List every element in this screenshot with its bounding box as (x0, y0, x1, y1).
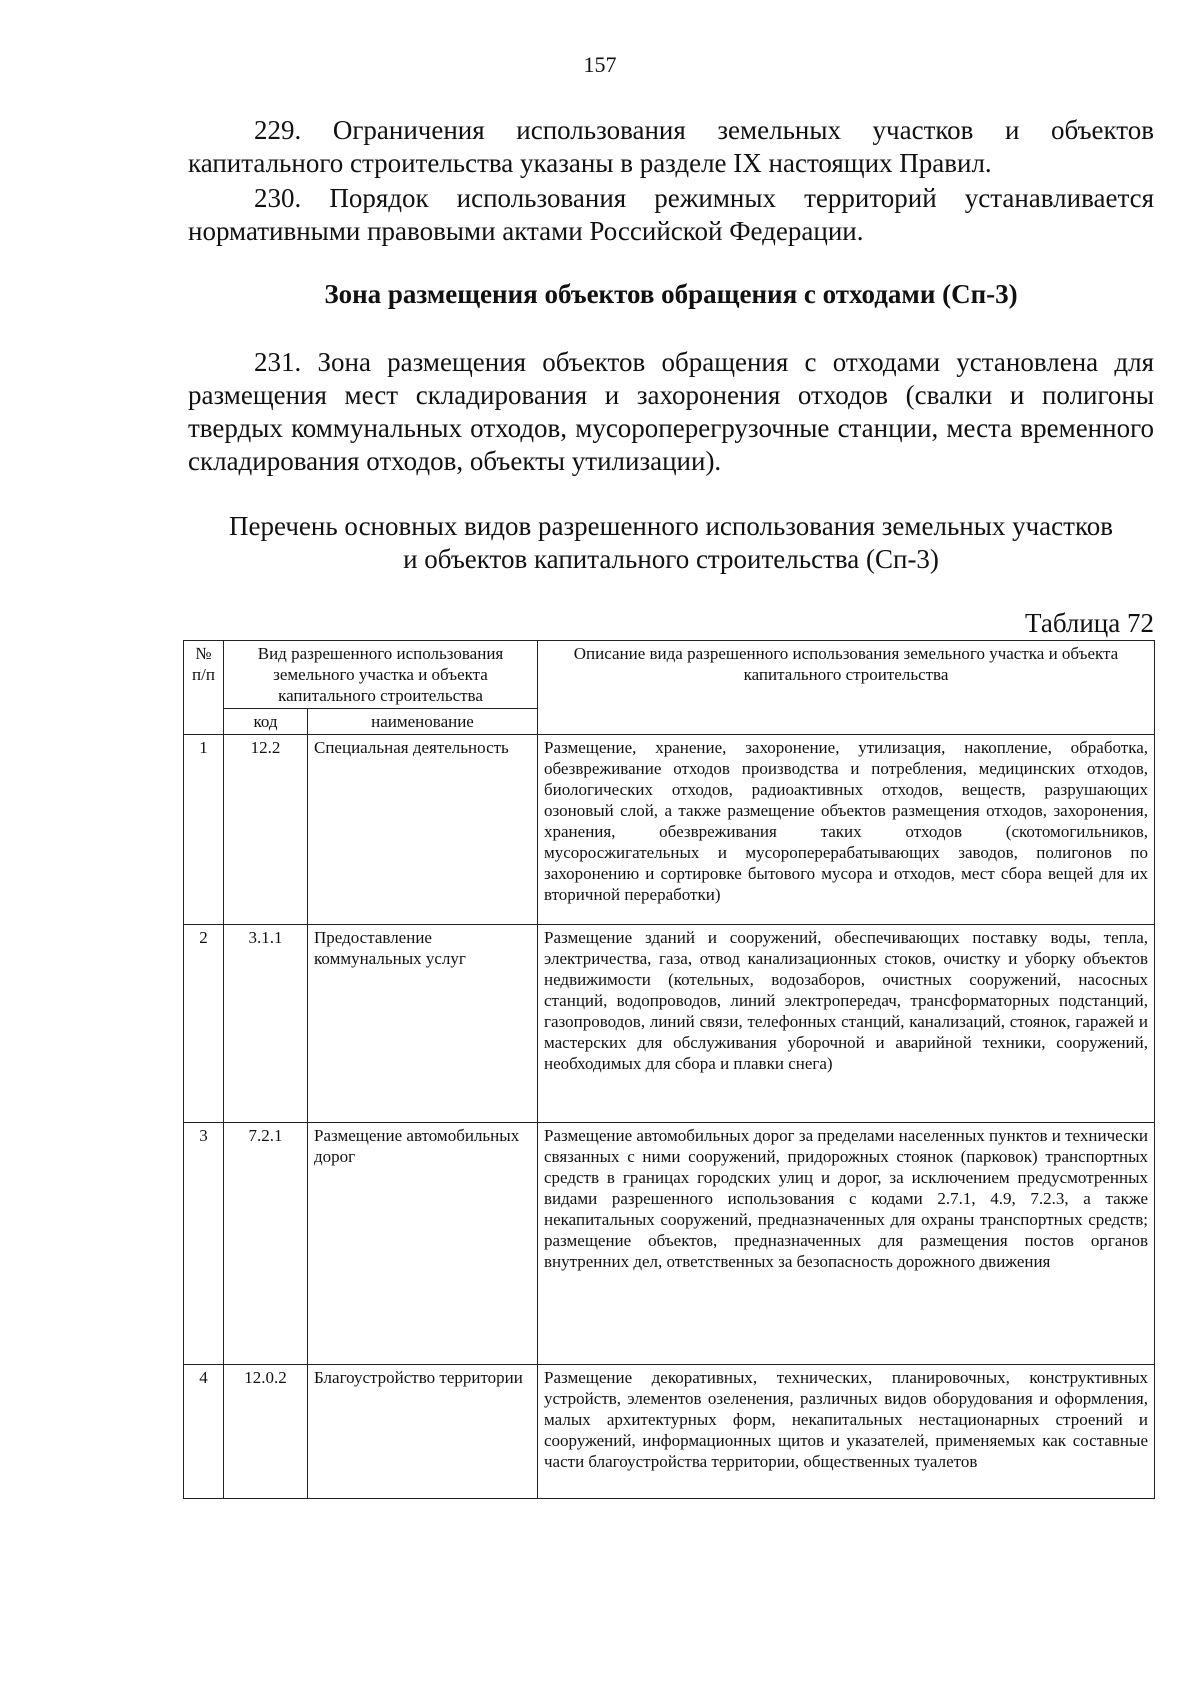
table-header-row (184, 641, 1155, 709)
row-code: 12.2 (224, 735, 308, 925)
row-name: Специальная деятельность (308, 735, 538, 925)
table-row (184, 1365, 1155, 1499)
table-caption (188, 510, 1154, 576)
zone-heading: Зона размещения объектов обращения с отходами (Сп-3) (324, 279, 1018, 309)
land-use-table (183, 640, 1155, 1499)
page-number: 157 (583, 52, 617, 77)
row-description: Размещение декоративных, технических, планировочных, конструктивных устройств, элементов озеленения, различных видов оборудования и оформления, малых архитектурных форм, некапитальных нестационарных строений и сооружений, информационных щитов и указателей, применяемых как составные части благоустройства территории, общественных туалетов (538, 1365, 1155, 1499)
header-description: Описание вида разрешенного использования земельного участка и объекта капитального строительства (538, 641, 1155, 735)
row-description: Размещение зданий и сооружений, обеспечивающих поставку воды, тепла, электричества, газа, отвод канализационных стоков, очистку и уборку объектов недвижимости (котельных, водозаборов, очистных сооружений, насосных станций, водопроводов, линий электропередач, трансформаторных подстанций, газопроводов, линий связи, телефонных станций, канализаций, стоянок, гаражей и мастерских для обслуживания уборочной и аварийной техники, сооружений, необходимых для сбора и плавки снега) (538, 925, 1155, 1123)
row-name: Благоустройство территории (308, 1365, 538, 1499)
header-num: № п/п (184, 641, 224, 735)
table-row (184, 735, 1155, 925)
row-num: 2 (184, 925, 224, 1123)
row-name: Предоставление коммунальных услуг (308, 925, 538, 1123)
table-caption-line-2: и объектов капитального строительства (Сп-3) (403, 544, 939, 574)
table-row (184, 925, 1155, 1123)
row-description: Размещение автомобильных дорог за пределами населенных пунктов и технически связанных с ними сооружений, придорожных стоянок (парковок) транспортных средств в границах городских улиц и дорог, за исключением предусмотренных видами разрешенного использования с кодами 2.7.1, 4.9, 7.2.3, а также некапитальных сооружений, предназначенных для охраны транспортных средств; размещение объектов, предназначенных для размещения постов органов внутренних дел, ответственных за безопасность дорожного движения (538, 1123, 1155, 1365)
row-name: Размещение автомобильных дорог (308, 1123, 538, 1365)
paragraph-231: 231. Зона размещения объектов обращения с отходами установлена для размещения мест складирования и захоронения отходов (свалки и полигоны твердых коммунальных отходов, мусороперегрузочные станции, места временного складирования отходов, объекты утилизации). (188, 347, 1154, 476)
row-num: 4 (184, 1365, 224, 1499)
table-caption-line-1: Перечень основных видов разрешенного использования земельных участков (229, 511, 1113, 541)
paragraph-229: 229. Ограничения использования земельных участков и объектов капитального строительства указаны в разделе IX настоящих Правил. (188, 115, 1154, 178)
row-code: 3.1.1 (224, 925, 308, 1123)
row-num: 1 (184, 735, 224, 925)
table-label: Таблица 72 (1025, 608, 1154, 638)
paragraph-230: 230. Порядок использования режимных территорий устанавливается нормативными правовыми актами Российской Федерации. (188, 183, 1154, 246)
row-num: 3 (184, 1123, 224, 1365)
header-code: код (224, 709, 308, 735)
table-row (184, 1123, 1155, 1365)
header-kind: Вид разрешенного использования земельного участка и объекта капитального строительства (224, 641, 538, 709)
row-description: Размещение, хранение, захоронение, утилизация, накопление, обработка, обезвреживание отходов производства и потребления, медицинских отходов, биологических отходов, радиоактивных отходов, веществ, разрушающих озоновый слой, а также размещение объектов размещения отходов, захоронения, хранения, обезвреживания таких отходов (скотомогильников, мусоросжигательных и мусороперерабатывающих заводов, полигонов по захоронению и сортировке бытового мусора и отходов, мест сбора вещей для их вторичной переработки) (538, 735, 1155, 925)
header-name: наименование (308, 709, 538, 735)
row-code: 7.2.1 (224, 1123, 308, 1365)
row-code: 12.0.2 (224, 1365, 308, 1499)
